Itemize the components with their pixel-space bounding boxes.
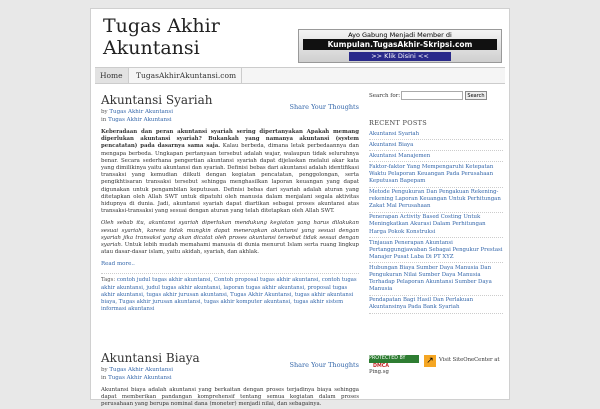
post-meta [101,103,359,124]
member-banner[interactable] [298,29,502,63]
ping-sg-link[interactable]: Ping.sg [369,369,389,375]
dmca-right-text: DMCA [373,364,389,369]
site-header [91,9,509,65]
nav-home[interactable]: Home [95,68,129,83]
site-title[interactable]: Tugas Akhir Akuntansi [103,15,220,59]
recent-post-link[interactable]: Faktor-faktor Yang Mempengaruhi Ketepatan Waktu Pelaporan Keuangan Pada Perusahaan Keputusan Bapepam [369,162,503,187]
dmca-badge[interactable] [369,355,419,369]
meta-in: in [101,116,107,123]
banner-site-name: Kumpulan.TugasAkhir-Skripsi.com [303,39,497,50]
search-button[interactable]: Search [465,91,487,100]
recent-post-link[interactable]: Akuntansi Syariah [369,129,503,140]
post-meta [101,361,359,382]
page-container [90,8,510,408]
tag-links[interactable]: contoh judul tugas akhir akuntansi, Contoh proposal tugas akhir akuntansi, contoh tugas akhir akuntansi, judul tugas akhir akuntansi, laporan tugas akhir akuntansi, proposal tugas akhir akuntansi, tugas akhir jurusan akuntansi, Tugas Akhir Akuntansi, tugas akhir akuntansi biaya, Tugas akhir jurusan akuntansi, tugas akhir komputer akuntansi, tugas akhir sistem informasi akuntansi [101,277,357,312]
recent-posts-heading: RECENT POSTS [369,119,427,127]
share-your-thoughts-link[interactable]: Share Your Thoughts [289,361,359,369]
meta-in: in [101,374,107,381]
recent-post-link[interactable]: Pendapatan Bagi Hasil Dan Perlakuan Akuntansinya Pada Bank Syariah [369,296,503,314]
search-input[interactable] [401,91,463,100]
post-body [101,129,359,256]
post-author-link[interactable]: Tugas Akhir Akuntansi [109,367,173,373]
post-akuntansi-syariah [101,93,359,313]
recent-post-link[interactable]: Penerapan Activity Based Costing Untuk Meningkatkan Akurasi Dalam Perhitungan Harga Pokok Konstruksi [369,213,503,238]
meta-by: by [101,367,108,373]
dmca-left-text: PROTECTED BY [369,356,406,361]
search-label: Search for: [369,93,401,99]
main-nav [95,67,505,84]
meta-by: by [101,109,108,115]
recent-post-link[interactable]: Tinjauan Penerapan Akuntansi Pertanggungjawaban Sebagai Pengukur Prestasi Manajer Pusat Laba Di PT XYZ [369,238,503,263]
share-your-thoughts-link[interactable]: Share Your Thoughts [289,103,359,111]
post-author-link[interactable]: Tugas Akhir Akuntansi [109,109,173,115]
post-lead-bold: Keberadaan dan peran akuntansi syariah sering dipertanyakan Apakah memang diperlukan akuntansi syariah? Bukankah yang namanya akuntansi (system pencatatan) pada dasarnya sama saja. [101,129,359,150]
tags-label: Tags: [101,277,116,284]
sidebar-badges [369,355,503,379]
post-category-link[interactable]: Tugas Akhir Akuntansi [108,116,172,123]
read-more-link[interactable]: Read more.. [101,261,135,268]
post-paragraph-2: Untuk lebih mudah memahami manusia di dunia menurut Islam serta ruang lingkup atau dasar-dasar islam, yaitu akidah, syariah, dan akhlak. [101,242,359,256]
banner-tagline: Ayo Gabung Menjadi Member di [348,31,452,39]
recent-post-link[interactable]: Metode Pengukuran Dan Pengakuan Rekening-rekening Laporan Keuangan Untuk Perhitungan Zakat Mal Perusahaan [369,188,503,213]
post-category-link[interactable]: Tugas Akhir Akuntansi [108,374,172,381]
arrow-icon[interactable]: ↗ [424,355,436,367]
recent-post-link[interactable]: Akuntansi Biaya [369,140,503,151]
recent-post-link[interactable]: Hubungan Biaya Sumber Daya Manusia Dan Pengukuran Nilai Sumber Daya Manusia Terhadap Pelaporan Akuntansi Sumber Daya Manusia [369,263,503,295]
post-paragraph-1: Kalau berbeda, dimana letak perbedaannya dan mengapa berbeda. Ungkapan pertanyaan tersebut adalah wajar, walaupun tidak seluruhnya benar. Secara sederhana pengertian akuntansi syariah dapat dijelaskan melalui akar kata yang dimilikinya yaitu akuntansi dan syariah. Definisi bebas dari akuntansi adalah identifikasi transaksi yang kemudian diikuti dengan kegiatan pencatatan, penggolongan, serta pengikhtisaran transaksi tersebut sehingga menghasilkan laporan keuangan yang dapat digunakan untuk pengambilan keputusan. Definisi bebas dari syariah adalah aturan yang ditetapkan oleh Allah SWT untuk dipatuhi oleh manusia dalam menjalani segala aktivitas hidupnya di dunia. Jadi, akuntansi syariah dapat diartikan sebagai proses akuntansi atas transaksi-transaksi yang sesuai dengan aturan yang telah ditetapkan oleh Allah SWT. [101,143,360,215]
post-tags [101,273,359,312]
post-italic: Oleh sebab itu, akuntansi syariah diperlukan mendukung kegiatan yang harus dilakukan sesuai syariah, karena tidak mungkin dapat menerapkan akuntansi yang sesuai dengan syariah jika transaksi yang akan dicatat oleh proses akuntansi tersebut tidak sesuai dengan syariah. [101,220,359,249]
post-body: Akuntansi biaya adalah akuntansi yang berkaitan dengan proses terjadinya biaya sehingga dapat memberikan pandangan komprehensif tentang semua kegiatan dalam proses perusahaan yang berupa nominal dana (moneter) menjadi nilai, dan sebagainya. [101,387,359,408]
post-akuntansi-biaya [101,351,359,409]
nav-tugasakhirakuntansi[interactable]: TugasAkhirAkuntansi.com [131,68,242,83]
post-title[interactable]: Akuntansi Biaya [101,351,200,365]
visit-siteonecenter-link[interactable]: Visit SiteOneCenter at [439,357,500,363]
post-title[interactable]: Akuntansi Syariah [101,93,213,107]
recent-posts-list [369,129,503,314]
recent-post-link[interactable]: Akuntansi Manajemen [369,151,503,162]
banner-click-here[interactable]: >> Klik Disini << [349,52,451,61]
